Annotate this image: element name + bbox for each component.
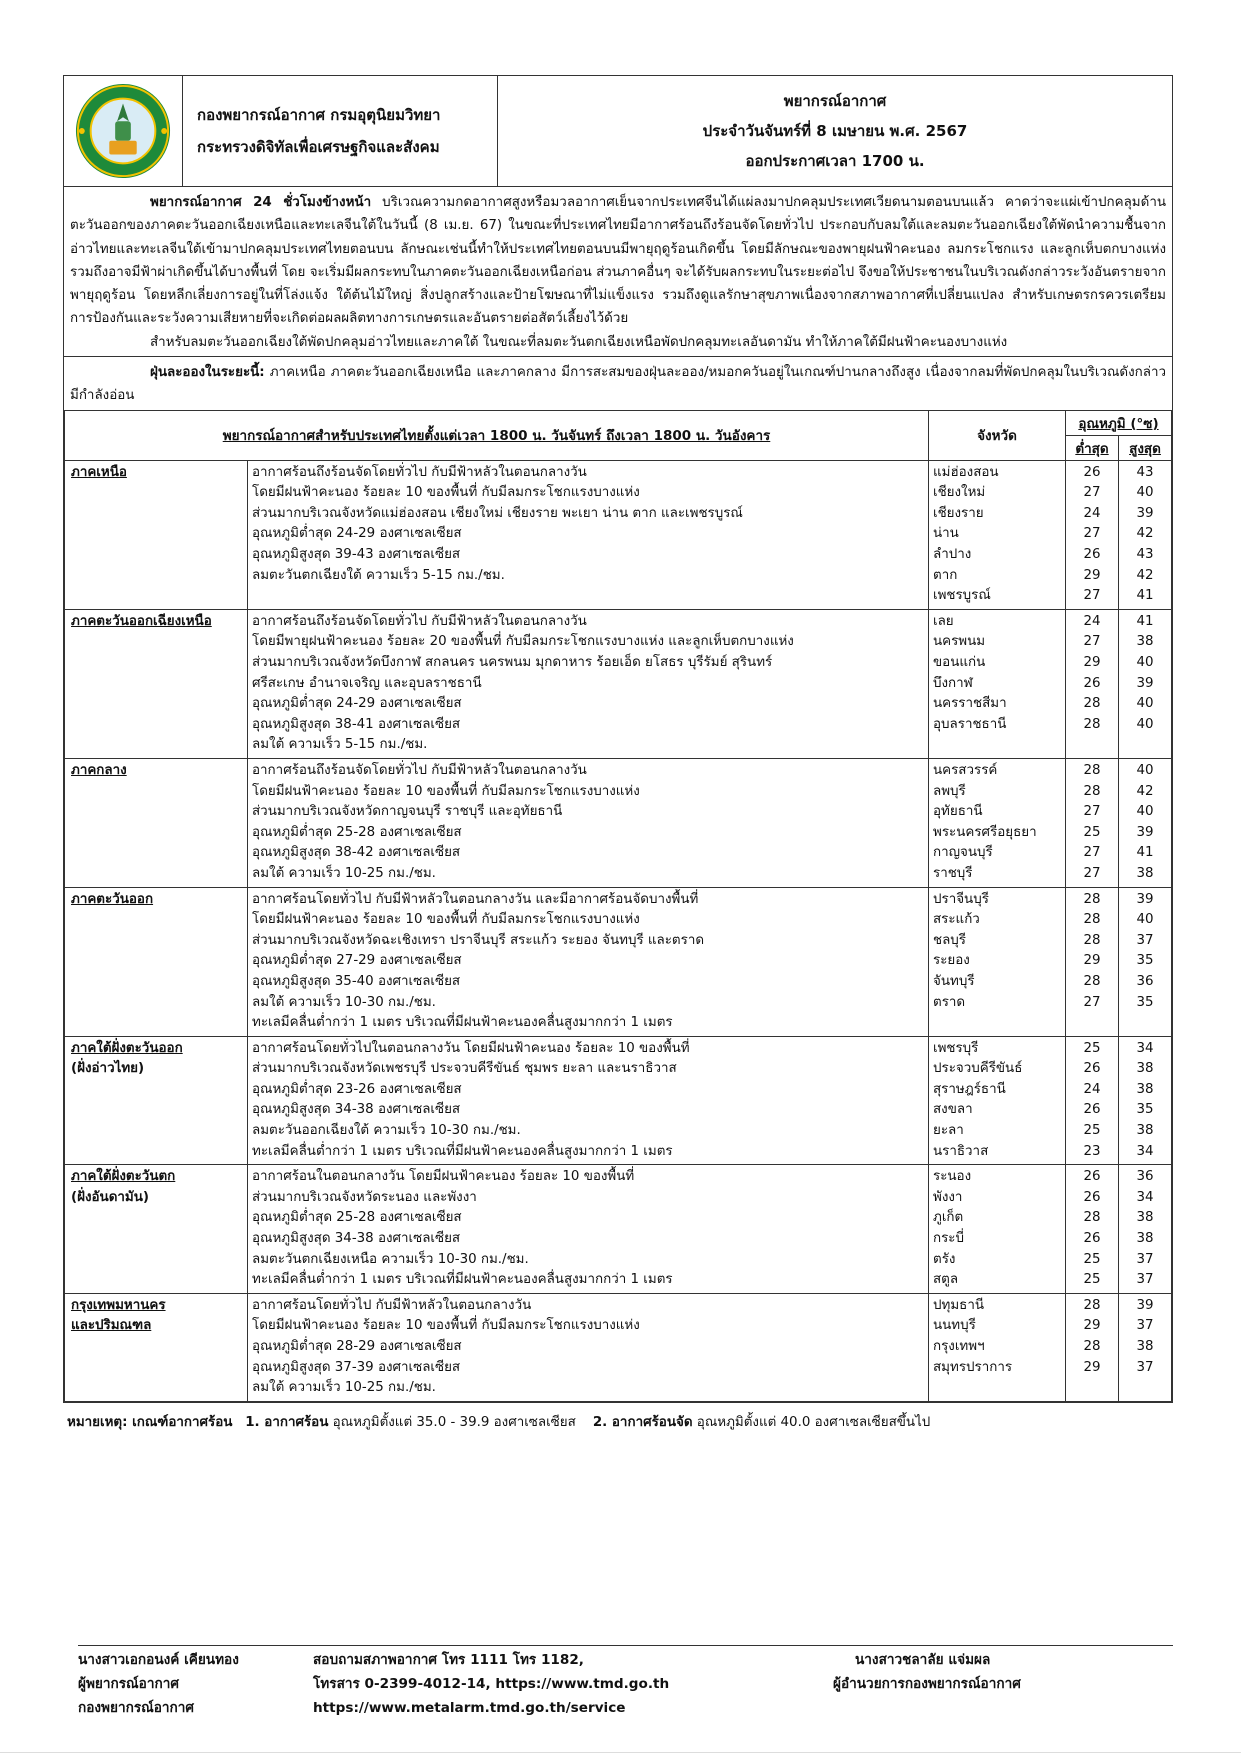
forecast-line: ส่วนมากบริเวณจังหวัดเพชรบุรี ประจวบคีรีขันธ์ ชุมพร ยะลา และนราธิวาส bbox=[252, 1061, 677, 1077]
document-frame bbox=[63, 75, 1173, 1403]
ministry-name: กระทรวงดิจิทัลเพื่อเศรษฐกิจและสังคม bbox=[197, 138, 440, 156]
region-name: ภาคใต้ฝั่งตะวันตก bbox=[71, 1169, 176, 1185]
min-temp: 26 bbox=[1083, 1061, 1101, 1077]
min-temp-cell bbox=[1066, 887, 1119, 1036]
min-temp: 28 bbox=[1083, 973, 1101, 989]
province-name: ประจวบคีรีขันธ์ bbox=[933, 1061, 1023, 1077]
min-temp: 24 bbox=[1083, 505, 1101, 521]
max-temp: 37 bbox=[1136, 1359, 1154, 1375]
forecast-line: ส่วนมากบริเวณจังหวัดแม่ฮ่องสอน เชียงใหม่ เชียงราย พะเยา น่าน ตาก และเพชรบูรณ์ bbox=[252, 505, 743, 521]
max-temp-cell bbox=[1119, 1165, 1172, 1294]
region-row bbox=[65, 1165, 1172, 1294]
forecaster-title: ผู้พยากรณ์อากาศ bbox=[78, 1676, 179, 1692]
document-footer bbox=[78, 1645, 1173, 1720]
region-row bbox=[65, 460, 1172, 609]
logo-cell bbox=[64, 76, 183, 186]
region-row bbox=[65, 609, 1172, 758]
forecast-line: อากาศร้อนถึงร้อนจัดโดยทั่วไป กับมีฟ้าหลัวในตอนกลางวัน bbox=[252, 762, 587, 778]
region-forecast-cell bbox=[248, 460, 929, 609]
forecast-line: อุณหภูมิต่ำสุด 27-29 องศาเซลเซียส bbox=[252, 953, 462, 969]
region-name: (ฝั่งอันดามัน) bbox=[71, 1189, 150, 1205]
min-temp: 28 bbox=[1083, 716, 1101, 732]
province-name: ขอนแก่น bbox=[933, 655, 986, 671]
province-name: สตูล bbox=[933, 1272, 959, 1288]
province-name: กาญจนบุรี bbox=[933, 845, 993, 861]
summary-paragraph-2: สำหรับลมตะวันออกเฉียงใต้พัดปกคลุมอ่าวไทยและภาคใต้ ในขณะที่ลมตะวันตกเฉียงเหนือพัดปกคลุมทะเลอันดามัน ทำให้ภาคใต้มีฝนฟ้าคะนองบางแห่ง bbox=[150, 334, 1008, 350]
province-name: สงขลา bbox=[933, 1102, 973, 1118]
director-block bbox=[833, 1648, 1173, 1720]
forecast-line: อุณหภูมิต่ำสุด 23-26 องศาเซลเซียส bbox=[252, 1081, 462, 1097]
max-temp: 40 bbox=[1136, 655, 1154, 671]
min-temp: 27 bbox=[1083, 588, 1101, 604]
max-temp: 39 bbox=[1136, 891, 1154, 907]
forecast-document bbox=[63, 75, 1173, 1432]
director-title: ผู้อำนวยการกองพยากรณ์อากาศ bbox=[833, 1676, 1021, 1692]
min-temp: 26 bbox=[1083, 464, 1101, 480]
min-temp: 28 bbox=[1083, 1297, 1101, 1313]
max-temp: 39 bbox=[1136, 1297, 1154, 1313]
min-temp: 25 bbox=[1083, 824, 1101, 840]
min-temp: 29 bbox=[1083, 1359, 1101, 1375]
forecast-line: ลมตะวันตกเฉียงเหนือ ความเร็ว 10-30 กม./ชม. bbox=[252, 1251, 529, 1267]
region-name-cell bbox=[65, 887, 248, 1036]
max-temp: 38 bbox=[1136, 634, 1154, 650]
max-temp: 40 bbox=[1136, 912, 1154, 928]
forecast-table bbox=[64, 410, 1172, 1402]
table-main-header: พยากรณ์อากาศสำหรับประเทศไทยตั้งแต่เวลา 1800 น. วันจันทร์ ถึงเวลา 1800 น. วันอังคาร bbox=[65, 410, 929, 460]
forecast-line: ส่วนมากบริเวณจังหวัดกาญจนบุรี ราชบุรี และอุทัยธานี bbox=[252, 804, 563, 820]
province-name: สุราษฎร์ธานี bbox=[933, 1081, 1006, 1097]
forecast-line: อุณหภูมิต่ำสุด 25-28 องศาเซลเซียส bbox=[252, 824, 462, 840]
region-name: ภาคใต้ฝั่งตะวันออก bbox=[71, 1040, 183, 1056]
forecast-line: ลมตะวันออกเฉียงใต้ ความเร็ว 10-30 กม./ชม. bbox=[252, 1123, 521, 1139]
dust-lead: ฝุ่นละอองในระยะนี้: bbox=[150, 365, 265, 381]
forecast-line: อุณหภูมิต่ำสุด 28-29 องศาเซลเซียส bbox=[252, 1339, 462, 1355]
forecast-line: โดยมีฝนฟ้าคะนอง ร้อยละ 10 ของพื้นที่ กับมีลมกระโชกแรงบางแห่ง bbox=[252, 912, 640, 928]
max-temp: 38 bbox=[1136, 1061, 1154, 1077]
forecast-line: อุณหภูมิต่ำสุด 24-29 องศาเซลเซียส bbox=[252, 526, 462, 542]
province-name: สมุทรปราการ bbox=[933, 1359, 1013, 1375]
region-row bbox=[65, 758, 1172, 887]
min-temp-header: ต่ำสุด bbox=[1066, 435, 1119, 460]
province-name: เลย bbox=[933, 613, 954, 629]
max-temp-cell bbox=[1119, 1036, 1172, 1165]
province-name-cell bbox=[929, 887, 1066, 1036]
region-name-cell bbox=[65, 758, 248, 887]
document-title: พยากรณ์อากาศ bbox=[783, 92, 887, 110]
province-name-cell bbox=[929, 609, 1066, 758]
min-temp: 28 bbox=[1083, 1339, 1101, 1355]
province-name: จันทบุรี bbox=[933, 973, 975, 989]
max-temp: 38 bbox=[1136, 1231, 1154, 1247]
region-name: ภาคกลาง bbox=[71, 762, 127, 778]
province-name: แม่ฮ่องสอน bbox=[933, 464, 999, 480]
region-name-cell bbox=[65, 1036, 248, 1165]
province-name: ภูเก็ต bbox=[933, 1210, 964, 1226]
max-temp: 37 bbox=[1136, 1318, 1154, 1334]
forecast-line: ส่วนมากบริเวณจังหวัดบึงกาฬ สกลนคร นครพนม มุกดาหาร ร้อยเอ็ด ยโสธร บุรีรัมย์ สุรินทร์ bbox=[252, 655, 773, 671]
max-temp: 41 bbox=[1136, 613, 1154, 629]
forecast-line: อากาศร้อนถึงร้อนจัดโดยทั่วไป กับมีฟ้าหลัวในตอนกลางวัน bbox=[252, 613, 587, 629]
province-name: เชียงใหม่ bbox=[933, 485, 986, 501]
forecast-line: อุณหภูมิต่ำสุด 25-28 องศาเซลเซียส bbox=[252, 1210, 462, 1226]
province-name: ระยอง bbox=[933, 953, 970, 969]
note-item1-label: 1. อากาศร้อน bbox=[245, 1414, 329, 1430]
max-temp-cell bbox=[1119, 460, 1172, 609]
min-temp: 26 bbox=[1083, 1169, 1101, 1185]
min-temp: 28 bbox=[1083, 912, 1101, 928]
issued-time: ออกประกาศเวลา 1700 น. bbox=[745, 152, 925, 170]
region-name: และปริมณฑล bbox=[71, 1318, 152, 1334]
min-temp: 26 bbox=[1083, 1231, 1101, 1247]
min-temp: 27 bbox=[1083, 994, 1101, 1010]
forecast-line: ส่วนมากบริเวณจังหวัดฉะเชิงเทรา ปราจีนบุรี สระแก้ว ระยอง จันทบุรี และตราด bbox=[252, 932, 705, 948]
province-name-cell bbox=[929, 1293, 1066, 1401]
forecast-line: ทะเลมีคลื่นต่ำกว่า 1 เมตร บริเวณที่มีฝนฟ้าคะนองคลื่นสูงมากกว่า 1 เมตร bbox=[252, 1143, 673, 1159]
region-name: (ฝั่งอ่าวไทย) bbox=[71, 1061, 145, 1077]
forecast-line: ทะเลมีคลื่นต่ำกว่า 1 เมตร บริเวณที่มีฝนฟ้าคะนองคลื่นสูงมากกว่า 1 เมตร bbox=[252, 1272, 673, 1288]
forecast-line: อากาศร้อนโดยทั่วไป กับมีฟ้าหลัวในตอนกลางวัน bbox=[252, 1297, 532, 1313]
region-forecast-cell bbox=[248, 1036, 929, 1165]
min-temp: 28 bbox=[1083, 762, 1101, 778]
summary-text: บริเวณความกดอากาศสูงหรือมวลอากาศเย็นจากประเทศจีนได้แผ่ลงมาปกคลุมประเทศเวียดนามตอนบนแล้ว คาดว่าจะแผ่เข้าปกคลุมด้านตะวันออกของภาคตะวันออกเฉียงเหนือและทะเลจีนใต้ในวันนี้ (8 เม.ย. 67) ในขณะที่ประเทศไทยมีอากาศร้อนถึงร้อนจัดโดยทั่วไป ประกอบกับลมใต้และลมตะวันออกเฉียงใต้พัดนำความชื้นจากอ่าวไทยและทะเลจีนใต้เข้ามาปกคลุมประเทศไทยตอนบน ลักษณะเช่นนี้ทำให้ประเทศไทยตอนบนมีพายุฤดูร้อนเกิดขึ้น โดยมีลักษณะของพายุฝนฟ้าคะนอง ลมกระโชกแรง และลูกเห็บตกบางแห่ง รวมถึงอาจมีฟ้าผ่าเกิดขึ้นได้บางพื้นที่ โดย จะเริ่มมีผลกระทบในภาคตะวันออกเฉียงเหนือก่อน ส่วนภาคอื่นๆ จะได้รับผลกระทบในระยะต่อไป จึงขอให้ประชาชนในบริเวณดังกล่าวระวังอันตรายจากพายุฤดูร้อน โดยหลีกเลี่ยงการอยู่ในที่โล่งแจ้ง ใต้ต้นไม้ใหญ่ สิ่งปลูกสร้างและป้ายโฆษณาที่ไม่แข็งแรง รวมถึงดูแลรักษาสุขภาพเนื่องจากสภาพอากาศที่เปลี่ยนแปลง สำหรับเกษตรกรควรเตรียมการป้องกันและระวังความเสียหายที่จะเกิดต่อผลผลิตทางการเกษตรและอันตรายต่อสัตว์เลี้ยงไว้ด้วย bbox=[70, 195, 1166, 327]
contact-fax-web[interactable]: โทรสาร 0-2399-4012-14, https://www.tmd.go.th bbox=[313, 1676, 670, 1692]
forecast-line: อุณหภูมิสูงสุด 39-43 องศาเซลเซียส bbox=[252, 547, 461, 563]
min-temp: 23 bbox=[1083, 1143, 1101, 1159]
min-temp: 29 bbox=[1083, 567, 1101, 583]
forecast-line: โดยมีฝนฟ้าคะนอง ร้อยละ 10 ของพื้นที่ กับมีลมกระโชกแรงบางแห่ง bbox=[252, 485, 640, 501]
region-forecast-cell bbox=[248, 887, 929, 1036]
min-temp-cell bbox=[1066, 460, 1119, 609]
province-name: ลพบุรี bbox=[933, 783, 966, 799]
forecaster-name: นางสาวเอกอนงค์ เคียนทอง bbox=[78, 1652, 239, 1668]
province-name: พระนครศรีอยุธยา bbox=[933, 824, 1037, 840]
province-name-cell bbox=[929, 1036, 1066, 1165]
region-name-cell bbox=[65, 460, 248, 609]
forecast-line: ลมใต้ ความเร็ว 10-25 กม./ชม. bbox=[252, 865, 436, 881]
min-temp: 27 bbox=[1083, 485, 1101, 501]
province-name: ราชบุรี bbox=[933, 865, 973, 881]
max-temp-header: สูงสุด bbox=[1119, 435, 1172, 460]
forecast-line: อุณหภูมิสูงสุด 34-38 องศาเซลเซียส bbox=[252, 1102, 461, 1118]
region-name-cell bbox=[65, 1165, 248, 1294]
province-name: กรุงเทพฯ bbox=[933, 1339, 985, 1355]
province-name: ชลบุรี bbox=[933, 932, 966, 948]
heat-criteria-note bbox=[63, 1411, 1173, 1432]
region-forecast-cell bbox=[248, 1293, 929, 1401]
max-temp: 35 bbox=[1136, 1102, 1154, 1118]
min-temp: 28 bbox=[1083, 932, 1101, 948]
forecast-line: อุณหภูมิสูงสุด 35-40 องศาเซลเซียส bbox=[252, 973, 461, 989]
max-temp: 40 bbox=[1136, 716, 1154, 732]
min-temp: 29 bbox=[1083, 953, 1101, 969]
max-temp: 42 bbox=[1136, 783, 1154, 799]
min-temp: 25 bbox=[1083, 1251, 1101, 1267]
forecast-line: อุณหภูมิสูงสุด 34-38 องศาเซลเซียส bbox=[252, 1231, 461, 1247]
province-name: นครพนม bbox=[933, 634, 986, 650]
min-temp: 27 bbox=[1083, 845, 1101, 861]
min-temp: 29 bbox=[1083, 655, 1101, 671]
contact-service-link[interactable]: https://www.metalarm.tmd.go.th/service bbox=[313, 1700, 626, 1716]
max-temp: 35 bbox=[1136, 953, 1154, 969]
min-temp: 24 bbox=[1083, 1081, 1101, 1097]
forecast-line: อุณหภูมิสูงสุด 37-39 องศาเซลเซียส bbox=[252, 1359, 461, 1375]
note-item2-label: 2. อากาศร้อนจัด bbox=[592, 1414, 693, 1430]
province-name: นครสวรรค์ bbox=[933, 762, 998, 778]
forecast-line: อากาศร้อนในตอนกลางวัน โดยมีฝนฟ้าคะนอง ร้อยละ 10 ของพื้นที่ bbox=[252, 1169, 635, 1185]
forecast-line: อากาศร้อนโดยทั่วไปในตอนกลางวัน โดยมีฝนฟ้าคะนอง ร้อยละ 10 ของพื้นที่ bbox=[252, 1040, 690, 1056]
forecast-line: ลมใต้ ความเร็ว 10-25 กม./ชม. bbox=[252, 1380, 436, 1396]
note-item1-text: อุณหภูมิตั้งแต่ 35.0 - 39.9 องศาเซลเซียส bbox=[328, 1414, 576, 1430]
director-name: นางสาวชลาลัย แจ่มผล bbox=[855, 1652, 991, 1668]
region-name: ภาคเหนือ bbox=[71, 464, 127, 480]
max-temp: 41 bbox=[1136, 845, 1154, 861]
document-date: ประจำวันจันทร์ที่ 8 เมษายน พ.ศ. 2567 bbox=[702, 122, 968, 140]
page-bottom-divider bbox=[0, 1752, 1241, 1753]
province-name: ปราจีนบุรี bbox=[933, 891, 989, 907]
forecast-line: อุณหภูมิสูงสุด 38-41 องศาเซลเซียส bbox=[252, 716, 461, 732]
region-row bbox=[65, 887, 1172, 1036]
max-temp: 37 bbox=[1136, 1251, 1154, 1267]
note-item2-text: อุณหภูมิตั้งแต่ 40.0 องศาเซลเซียสขึ้นไป bbox=[692, 1414, 931, 1430]
province-name: ตรัง bbox=[933, 1251, 956, 1267]
max-temp: 42 bbox=[1136, 567, 1154, 583]
min-temp: 27 bbox=[1083, 526, 1101, 542]
min-temp: 26 bbox=[1083, 547, 1101, 563]
min-temp: 28 bbox=[1083, 783, 1101, 799]
region-forecast-cell bbox=[248, 758, 929, 887]
min-temp-cell bbox=[1066, 1165, 1119, 1294]
max-temp-cell bbox=[1119, 609, 1172, 758]
dust-section bbox=[64, 356, 1172, 410]
forecast-line: ลมตะวันตกเฉียงใต้ ความเร็ว 5-15 กม./ชม. bbox=[252, 567, 505, 583]
forecast-line: โดยมีฝนฟ้าคะนอง ร้อยละ 10 ของพื้นที่ กับมีลมกระโชกแรงบางแห่ง bbox=[252, 1318, 640, 1334]
province-name: ปทุมธานี bbox=[933, 1297, 984, 1313]
min-temp-cell bbox=[1066, 609, 1119, 758]
province-name: บึงกาฬ bbox=[933, 675, 973, 691]
contact-block bbox=[313, 1648, 833, 1720]
org-cell bbox=[183, 76, 498, 186]
max-temp: 40 bbox=[1136, 485, 1154, 501]
province-name: เพชรบูรณ์ bbox=[933, 588, 991, 604]
min-temp: 28 bbox=[1083, 891, 1101, 907]
province-name-cell bbox=[929, 758, 1066, 887]
forecast-line: อุณหภูมิสูงสุด 38-42 องศาเซลเซียส bbox=[252, 845, 461, 861]
max-temp: 34 bbox=[1136, 1143, 1154, 1159]
region-row bbox=[65, 1036, 1172, 1165]
summary-section bbox=[64, 187, 1172, 356]
forecast-line: ศรีสะเกษ อำนาจเจริญ และอุบลราชธานี bbox=[252, 675, 482, 691]
province-name: ระนอง bbox=[933, 1169, 972, 1185]
region-row bbox=[65, 1293, 1172, 1401]
temperature-header: อุณหภูมิ (°ซ) bbox=[1066, 410, 1172, 435]
org-name: กองพยากรณ์อากาศ กรมอุตุนิยมวิทยา bbox=[197, 106, 441, 124]
min-temp: 24 bbox=[1083, 613, 1101, 629]
min-temp: 26 bbox=[1083, 1189, 1101, 1205]
max-temp: 41 bbox=[1136, 588, 1154, 604]
forecast-line: โดยมีพายุฝนฟ้าคะนอง ร้อยละ 20 ของพื้นที่ กับมีลมกระโชกแรงบางแห่ง และลูกเห็บตกบางแห่ง bbox=[252, 634, 794, 650]
note-lead: หมายเหตุ: เกณฑ์อากาศร้อน bbox=[67, 1414, 233, 1430]
dust-paragraph bbox=[70, 361, 1166, 408]
min-temp: 27 bbox=[1083, 804, 1101, 820]
province-name: กระบี่ bbox=[933, 1231, 964, 1247]
max-temp-cell bbox=[1119, 1293, 1172, 1401]
max-temp: 36 bbox=[1136, 973, 1154, 989]
summary-paragraph bbox=[70, 191, 1166, 331]
max-temp-cell bbox=[1119, 887, 1172, 1036]
min-temp: 28 bbox=[1083, 696, 1101, 712]
province-name: เพชรบุรี bbox=[933, 1040, 979, 1056]
forecast-line: อากาศร้อนถึงร้อนจัดโดยทั่วไป กับมีฟ้าหลัวในตอนกลางวัน bbox=[252, 464, 587, 480]
province-name: อุทัยธานี bbox=[933, 804, 983, 820]
min-temp: 26 bbox=[1083, 1102, 1101, 1118]
document-header bbox=[64, 76, 1172, 187]
province-name: ตาก bbox=[933, 567, 958, 583]
max-temp: 40 bbox=[1136, 762, 1154, 778]
min-temp-cell bbox=[1066, 1293, 1119, 1401]
province-name: ลำปาง bbox=[933, 547, 972, 563]
max-temp: 43 bbox=[1136, 547, 1154, 563]
region-forecast-cell bbox=[248, 609, 929, 758]
max-temp: 38 bbox=[1136, 1339, 1154, 1355]
max-temp: 39 bbox=[1136, 505, 1154, 521]
max-temp: 38 bbox=[1136, 1123, 1154, 1139]
min-temp: 25 bbox=[1083, 1040, 1101, 1056]
province-name-cell bbox=[929, 1165, 1066, 1294]
min-temp: 27 bbox=[1083, 634, 1101, 650]
region-name: ภาคตะวันออกเฉียงเหนือ bbox=[71, 613, 212, 629]
forecast-line: อากาศร้อนโดยทั่วไป กับมีฟ้าหลัวในตอนกลางวัน และมีอากาศร้อนจัดบางพื้นที่ bbox=[252, 891, 699, 907]
tmd-emblem-icon bbox=[74, 82, 172, 180]
min-temp: 26 bbox=[1083, 675, 1101, 691]
forecast-line: ลมใต้ ความเร็ว 10-30 กม./ชม. bbox=[252, 994, 436, 1010]
max-temp-cell bbox=[1119, 758, 1172, 887]
forecaster-dept: กองพยากรณ์อากาศ bbox=[78, 1700, 195, 1716]
forecaster-block bbox=[78, 1648, 313, 1720]
min-temp: 25 bbox=[1083, 1123, 1101, 1139]
max-temp: 40 bbox=[1136, 696, 1154, 712]
max-temp: 37 bbox=[1136, 1272, 1154, 1288]
max-temp: 36 bbox=[1136, 1169, 1154, 1185]
region-rows bbox=[65, 460, 1172, 1401]
province-name: นราธิวาส bbox=[933, 1143, 989, 1159]
max-temp: 39 bbox=[1136, 824, 1154, 840]
province-name: พังงา bbox=[933, 1189, 963, 1205]
province-header: จังหวัด bbox=[929, 410, 1066, 460]
max-temp: 38 bbox=[1136, 1081, 1154, 1097]
summary-lead: พยากรณ์อากาศ 24 ชั่วโมงข้างหน้า bbox=[150, 195, 372, 210]
province-name: เชียงราย bbox=[933, 505, 984, 521]
contact-phone: สอบถามสภาพอากาศ โทร 1111 โทร 1182, bbox=[313, 1652, 584, 1668]
min-temp: 27 bbox=[1083, 865, 1101, 881]
province-name: อุบลราชธานี bbox=[933, 716, 1007, 732]
province-name: ตราด bbox=[933, 994, 966, 1010]
title-cell bbox=[498, 76, 1172, 186]
max-temp: 35 bbox=[1136, 994, 1154, 1010]
dust-text: ภาคเหนือ ภาคตะวันออกเฉียงเหนือ และภาคกลาง มีการสะสมของฝุ่นละออง/หมอกควันอยู่ในเกณฑ์ปานกลางถึงสูง เนื่องจากลมที่พัดปกคลุมในบริเวณดังกล่าวมีกำลังอ่อน bbox=[70, 365, 1166, 404]
max-temp: 40 bbox=[1136, 804, 1154, 820]
min-temp-cell bbox=[1066, 1036, 1119, 1165]
max-temp: 37 bbox=[1136, 932, 1154, 948]
province-name: สระแก้ว bbox=[933, 912, 980, 928]
max-temp: 42 bbox=[1136, 526, 1154, 542]
region-name: กรุงเทพมหานคร bbox=[71, 1297, 166, 1313]
min-temp: 25 bbox=[1083, 1272, 1101, 1288]
max-temp: 38 bbox=[1136, 1210, 1154, 1226]
min-temp-cell bbox=[1066, 758, 1119, 887]
province-name: ยะลา bbox=[933, 1123, 964, 1139]
province-name-cell bbox=[929, 460, 1066, 609]
forecast-line: อุณหภูมิต่ำสุด 24-29 องศาเซลเซียส bbox=[252, 696, 462, 712]
region-name-cell bbox=[65, 609, 248, 758]
region-forecast-cell bbox=[248, 1165, 929, 1294]
region-name: ภาคตะวันออก bbox=[71, 891, 154, 907]
min-temp: 29 bbox=[1083, 1318, 1101, 1334]
max-temp: 43 bbox=[1136, 464, 1154, 480]
province-name: นนทบุรี bbox=[933, 1318, 976, 1334]
max-temp: 38 bbox=[1136, 865, 1154, 881]
forecast-line: โดยมีฝนฟ้าคะนอง ร้อยละ 10 ของพื้นที่ กับมีลมกระโชกแรงบางแห่ง bbox=[252, 783, 640, 799]
province-name: นครราชสีมา bbox=[933, 696, 1007, 712]
min-temp: 28 bbox=[1083, 1210, 1101, 1226]
max-temp: 34 bbox=[1136, 1189, 1154, 1205]
forecast-line: ลมใต้ ความเร็ว 5-15 กม./ชม. bbox=[252, 737, 428, 753]
province-name: น่าน bbox=[933, 526, 959, 542]
forecast-line: ทะเลมีคลื่นต่ำกว่า 1 เมตร บริเวณที่มีฝนฟ้าคะนองคลื่นสูงมากกว่า 1 เมตร bbox=[252, 1015, 673, 1031]
forecast-line: ส่วนมากบริเวณจังหวัดระนอง และพังงา bbox=[252, 1189, 477, 1205]
max-temp: 34 bbox=[1136, 1040, 1154, 1056]
max-temp: 39 bbox=[1136, 675, 1154, 691]
region-name-cell bbox=[65, 1293, 248, 1401]
